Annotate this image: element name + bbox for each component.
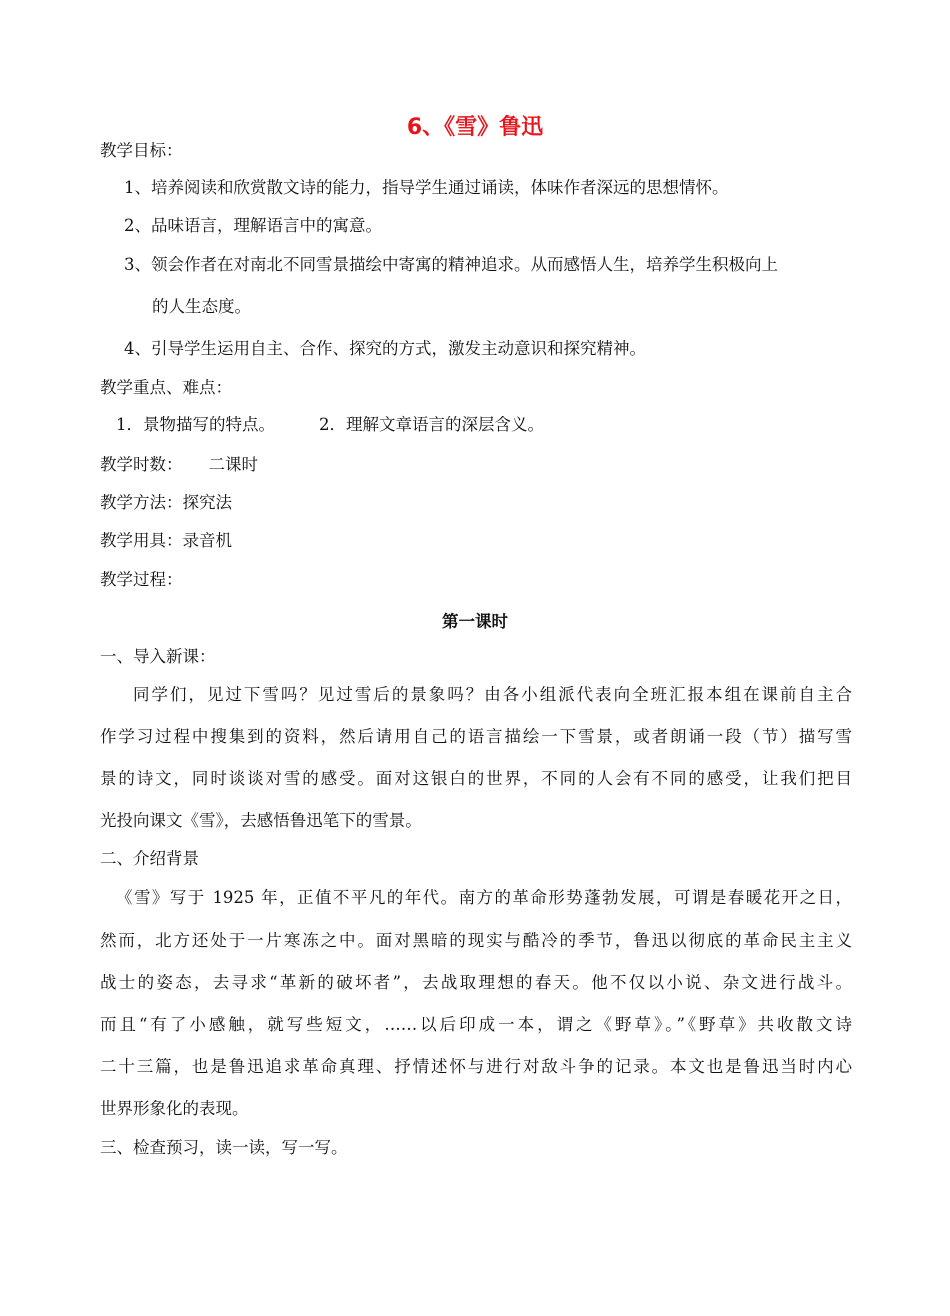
key-point-2: 2．理解文章语言的深层含义。: [319, 415, 544, 434]
objective-item-3: 3、领会作者在对南北不同雪景描绘中寄寓的精神追求。从而感悟人生，培养学生积极向上: [124, 255, 778, 274]
teaching-hours: [100, 454, 258, 476]
section-1-line-2: 作学习过程中搜集到的资料，然后请用自己的语言描绘一下雪景，或者朗诵一段（节）描写雪: [100, 727, 852, 746]
section-2-line-2: 然而，北方还处于一片寒冻之中。面对黑暗的现实与酷冷的季节，鲁迅以彻底的革命民主主义: [100, 931, 852, 950]
section-1-heading: 一、导入新课：: [100, 647, 216, 666]
section-2-line-4: 而且“有了小感触，就写些短文，……以后印成一本，谓之《野草》。”《野草》共收散文诗: [100, 1015, 852, 1034]
lesson-title: 第一课时: [442, 612, 508, 631]
section-2-line-1: 《雪》写于 1925 年，正值不平凡的年代。南方的革命形势蓬勃发展，可谓是春暖花开之日，: [116, 888, 852, 907]
teaching-hours-value: 二课时: [208, 455, 258, 474]
teaching-process: 教学过程：: [100, 570, 183, 589]
section-2-line-3: 战士的姿态，去寻求“革新的破坏者”，去战取理想的春天。他不仅以小说、杂文进行战斗。: [100, 973, 852, 992]
teaching-hours-label: 教学时数：: [100, 455, 183, 474]
section-3-heading: 三、检查预习，读一读，写一写。: [100, 1138, 348, 1157]
objectives-heading: 教学目标：: [100, 141, 183, 160]
teaching-tools: 教学用具：录音机: [100, 531, 232, 550]
objective-item-1: 1、培养阅读和欣赏散文诗的能力，指导学生通过诵读，体味作者深远的思想情怀。: [124, 178, 729, 197]
teaching-method: 教学方法：探究法: [100, 493, 232, 512]
page-title: 6、《雪》鲁迅: [406, 115, 544, 140]
objective-item-3-continued: 的人生态度。: [152, 297, 251, 316]
section-2-heading: 二、介绍背景: [100, 849, 199, 868]
key-point-1: 1．景物描写的特点。: [116, 415, 275, 434]
objective-item-4: 4、引导学生运用自主、合作、探究的方式，激发主动意识和探究精神。: [124, 339, 646, 358]
section-2-line-5: 二十三篇，也是鲁迅追求革命真理、抒情述怀与进行对敌斗争的记录。本文也是鲁迅当时内心: [100, 1057, 852, 1076]
objective-item-2: 2、品味语言，理解语言中的寓意。: [124, 216, 382, 235]
key-points-heading: 教学重点、难点：: [100, 378, 232, 397]
key-points-line: [116, 414, 544, 436]
section-2-line-6: 世界形象化的表现。: [100, 1099, 249, 1118]
section-1-line-3: 景的诗文，同时谈谈对雪的感受。面对这银白的世界，不同的人会有不同的感受，让我们把目: [100, 769, 852, 788]
section-1-line-4: 光投向课文《雪》，去感悟鲁迅笔下的雪景。: [100, 811, 422, 830]
section-1-line-1: 同学们，见过下雪吗？见过雪后的景象吗？由各小组派代表向全班汇报本组在课前自主合: [133, 685, 852, 704]
